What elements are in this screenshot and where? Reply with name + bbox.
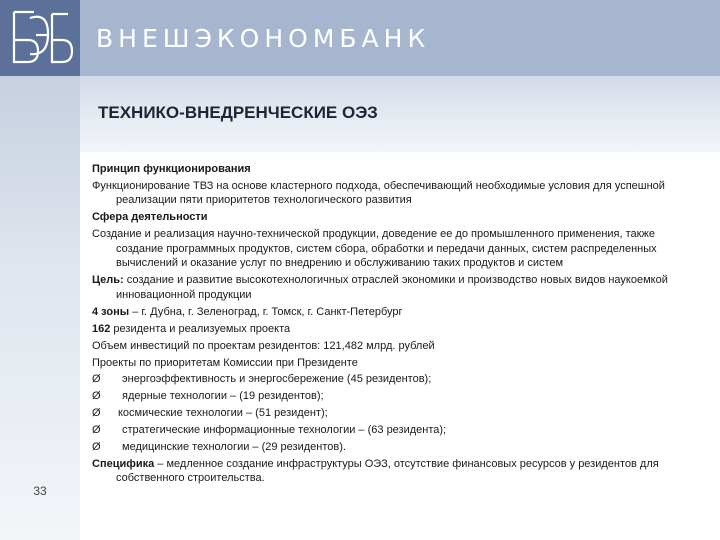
zones-text: 4 зоны – г. Дубна, г. Зеленоград, г. Томск, г. Санкт-Петербург: [92, 305, 403, 318]
goal-text: Цель: создание и развитие высокотехнологичных отраслей экономики и производство новых видов наукоемкой инновационной продукции: [92, 274, 668, 301]
arrow-bullet-icon: Ø: [92, 390, 101, 403]
list-item: Ø энергоэффективность и энергосбережение (45 резидентов);: [92, 373, 432, 386]
heading-scope: Сфера деятельности: [92, 211, 208, 224]
slide-title: ТЕХНИКО-ВНЕДРЕНЧЕСКИЕ ОЭЗ: [98, 103, 378, 122]
bank-logo: [0, 0, 80, 76]
heading-principle: Принцип функционирования: [92, 163, 251, 175]
arrow-bullet-icon: Ø: [92, 373, 101, 386]
side-column: [0, 76, 80, 540]
veb-logo-icon: [4, 4, 76, 72]
list-item: Ø ядерные технологии – (19 резидентов);: [92, 390, 324, 403]
investment-text: Объем инвестиций по проектам резидентов: 121,482 млрд. рублей: [92, 339, 435, 352]
list-item: Ø стратегические информационные технологии – (63 резидента);: [92, 424, 447, 437]
scope-text: Создание и реализация научно-технической продукции, доведение ее до промышленного применения, также создание программных продуктов, систем сбора, обработки и передачи данных, систем распределенных вычислений и оказание услуг по внедрению и обслуживанию таких продуктов и систем: [92, 228, 657, 270]
bank-name: ВНЕШЭКОНОМБАНК: [96, 24, 431, 53]
arrow-bullet-icon: Ø: [92, 424, 101, 437]
residents-text: 162 резидента и реализуемых проекта: [92, 322, 291, 335]
priorities-heading: Проекты по приоритетам Комиссии при Президенте: [92, 356, 358, 369]
arrow-bullet-icon: Ø: [92, 407, 101, 420]
principle-text: Функционирование ТВЗ на основе кластерного подхода, обеспечивающий необходимые условия для успешной реализации пяти приоритетов технологического развития: [92, 179, 665, 207]
specifics-text: Специфика – медленное создание инфраструктуры ОЭЗ, отсутствие финансовых ресурсов у резидентов для собственного строительства.: [92, 457, 659, 485]
list-item: Ø медицинские технологии – (29 резидентов).: [92, 440, 346, 453]
list-item: Ø космические технологии – (51 резидент);: [92, 407, 328, 420]
page-number: 33: [33, 484, 47, 498]
arrow-bullet-icon: Ø: [92, 440, 101, 453]
slide-content: [92, 162, 692, 488]
